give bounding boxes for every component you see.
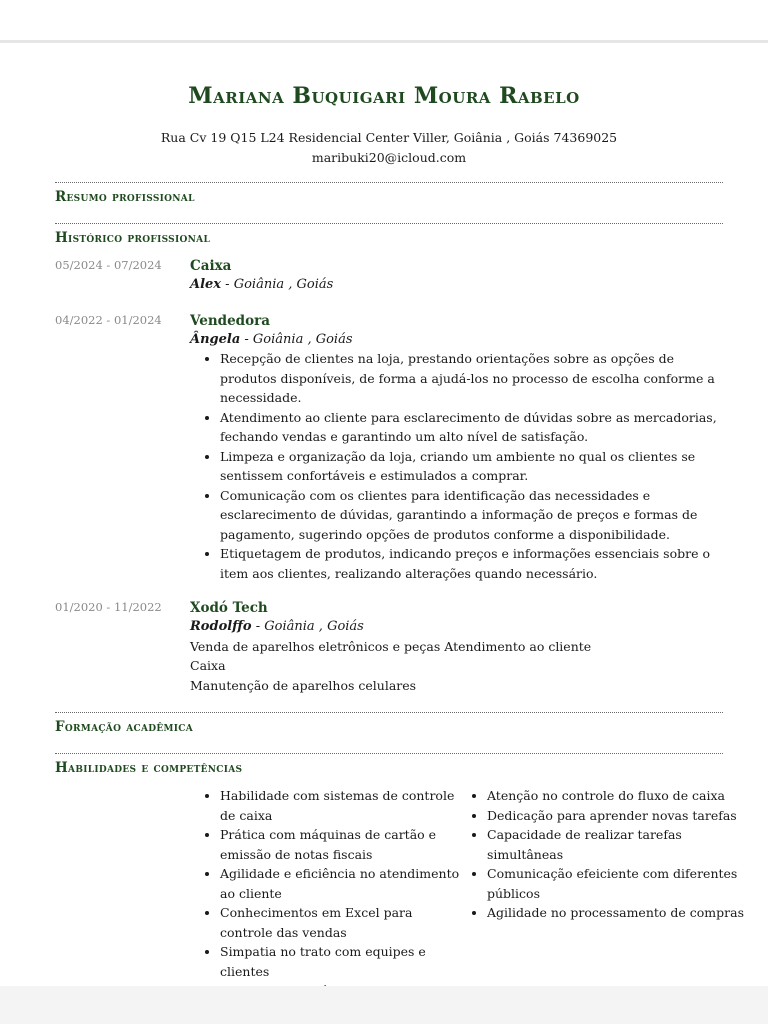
resume-page <box>0 43 768 986</box>
list-item: • Dedicação para aprender novas tarefas <box>487 806 757 826</box>
list-item: • Atenção no controle do fluxo de caixa <box>487 786 757 806</box>
list-item: • Atendimento ao cliente para esclarecimento de dúvidas sobre as mercadorias, fechando vendas e garantindo um alto nível de satisfação. <box>220 408 730 447</box>
list-item: • Etiquetagem de produtos, indicando preços e informações essenciais sobre o item aos clientes, realizando alterações quando necessário. <box>220 544 730 583</box>
section-skills-title: Habilidades e competências <box>55 760 243 776</box>
section-education-title: Formação acadêmica <box>55 719 194 735</box>
job-line: Manutenção de aparelhos celulares <box>190 678 417 693</box>
list-item: • Simpatia no trato com equipes e clientes <box>220 942 460 981</box>
list-item: • Recepção de clientes na loja, prestando orientações sobre as opções de produtos disponíveis, de forma a ajudá-los no processo de escolha conforme a necessidade. <box>220 349 730 408</box>
job-date: 01/2020 - 11/2022 <box>55 600 162 614</box>
job-location: - Goiânia , Goiás <box>221 277 334 292</box>
job-duties-list <box>190 349 730 583</box>
job-line: Caixa <box>190 658 226 673</box>
skills-list-right <box>457 786 757 923</box>
list-item: • Habilidade com sistemas de controle de caixa <box>220 786 460 825</box>
list-item: • Prática com máquinas de cartão e emissão de notas fiscais <box>220 825 460 864</box>
list-item: • Comunicação com os clientes para identificação das necessidades e esclarecimento de dúvidas, garantindo a informação de preços e formas de pagamento, sugerindo opções de produtos conforme a disponibilidade. <box>220 486 730 545</box>
divider <box>55 223 723 224</box>
job-company <box>190 277 333 292</box>
job-role: Xodó Tech <box>190 600 268 616</box>
job-location: - Goiânia , Goiás <box>251 619 364 634</box>
viewer-bottom-bar <box>0 986 768 1024</box>
section-summary-title: Resumo profissional <box>55 189 195 205</box>
job-location: - Goiânia , Goiás <box>240 332 353 347</box>
list-item: • Capacidade de realizar tarefas simultâneas <box>487 825 757 864</box>
job-company <box>190 332 353 347</box>
skills-list-left <box>190 786 460 1001</box>
job-date: 05/2024 - 07/2024 <box>55 258 162 272</box>
job-line: Venda de aparelhos eletrônicos e peças Atendimento ao cliente <box>190 639 592 654</box>
list-item: • Limpeza e organização da loja, criando um ambiente no qual os clientes se sentissem confortáveis e estimulados a comprar. <box>220 447 730 486</box>
job-employer: Alex <box>190 277 222 292</box>
job-role: Vendedora <box>190 313 270 329</box>
candidate-name: Mariana Buquigari Moura Rabelo <box>188 83 580 109</box>
viewer-top-bar <box>0 0 768 43</box>
contact-address: Rua Cv 19 Q15 L24 Residencial Center Viller, Goiânia , Goiás 74369025 <box>160 130 618 145</box>
job-employer: Rodolffo <box>190 619 252 634</box>
divider <box>55 182 723 183</box>
job-role: Caixa <box>190 258 232 274</box>
section-history-title: Histórico profissional <box>55 230 211 246</box>
list-item: • Agilidade no processamento de compras <box>487 903 757 923</box>
job-employer: Ângela <box>190 332 241 347</box>
list-item: • Conhecimentos em Excel para controle das vendas <box>220 903 460 942</box>
list-item: • Agilidade e eficiência no atendimento ao cliente <box>220 864 460 903</box>
job-date: 04/2022 - 01/2024 <box>55 313 162 327</box>
divider <box>55 753 723 754</box>
contact-email: maribuki20@icloud.com <box>311 150 467 165</box>
list-item: • Comunicação efeiciente com diferentes públicos <box>487 864 757 903</box>
divider <box>55 712 723 713</box>
job-company <box>190 619 364 634</box>
